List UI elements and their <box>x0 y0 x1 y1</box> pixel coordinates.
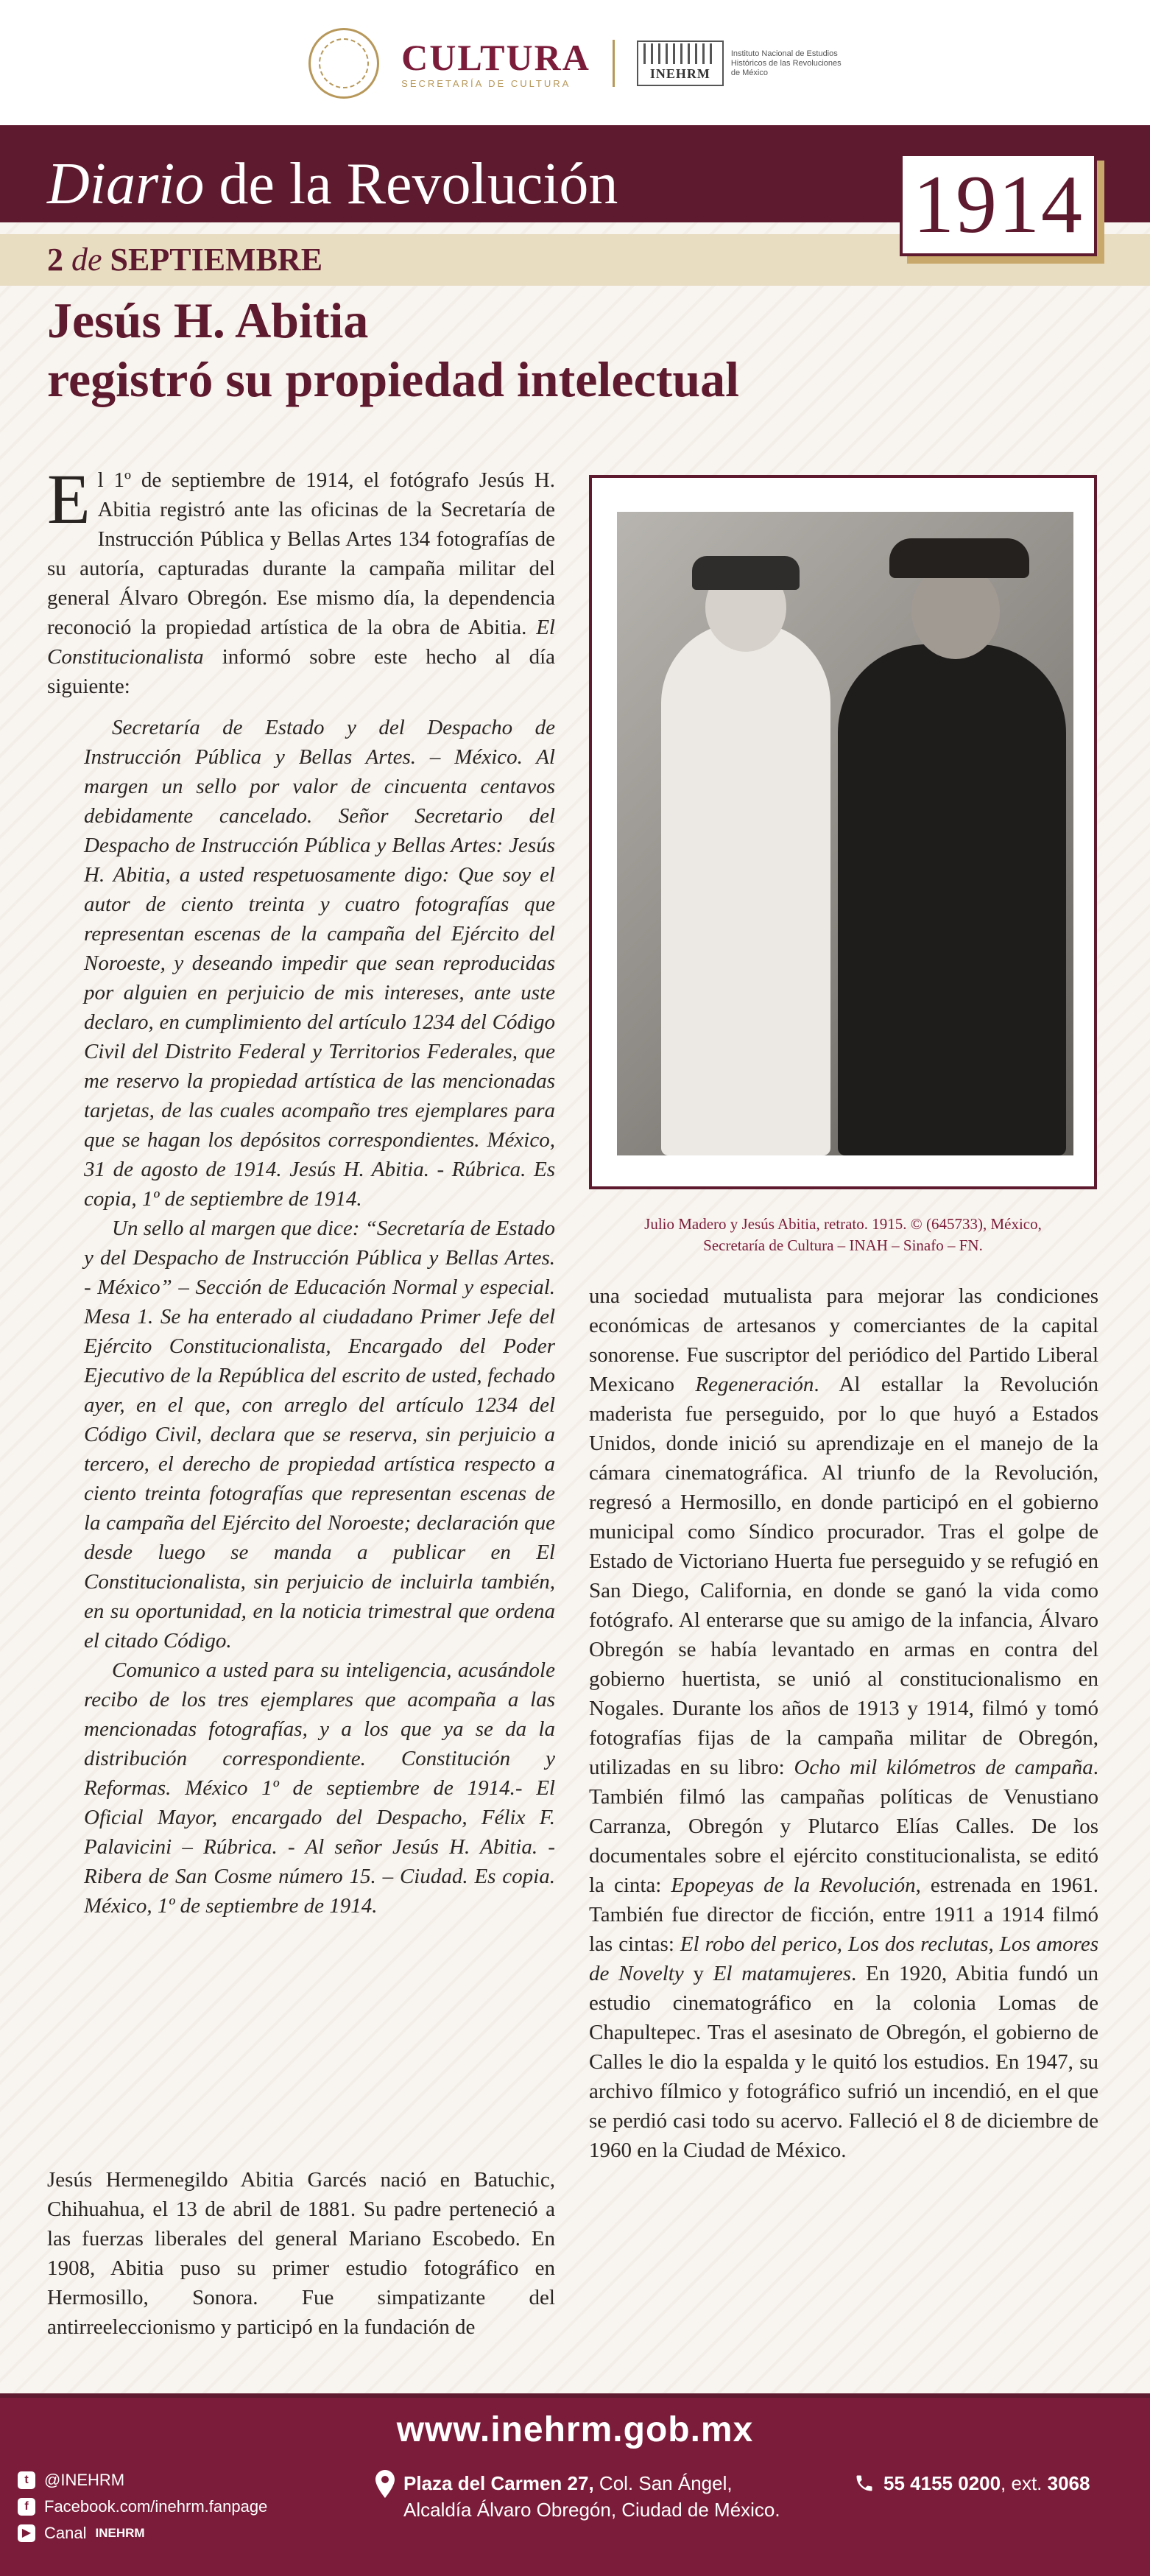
bio-text-5: . En 1920, Abitia fundó un estudio cinematográfico en la colonia Lomas de Chapultepec. Tras el asesinato de Obregón, el gobierno de Calles le dio la espalda y le quitó los estudios. En 1947, su archivo fílmico y fotográfico sufrió un incendió, en el que se perdió casi todo su acervo. Falleció el 8 de diciembre de 1960 en la Ciudad de México. <box>589 1962 1099 2162</box>
seal-icon <box>308 28 379 99</box>
logo-divider <box>613 40 615 87</box>
military-cap <box>692 556 800 590</box>
bio-text-4: , estrenada en 1961. También fue director de ficción, entre 1911 a 1914 filmó las cintas: <box>589 1873 1099 1956</box>
inehrm-description: Instituto Nacional de Estudios Históricos de las Revoluciones de México <box>730 49 842 77</box>
film-list: El robo del perico, Los dos reclutas, Los amores de Novelty <box>589 1932 1098 1985</box>
bio-text-3: . También filmó las campañas políticas de Venustiano Carranza, Obregón y Plutarco Elías Calles. De los documentales sobre el ejército constitucionalista, se editó la cinta: <box>589 1756 1098 1897</box>
phone-icon <box>854 2473 875 2494</box>
bio-text-1: una sociedad mutualista para mejorar las condiciones económicas de artesanos y comerciantes de la capital sonorense. Fue suscriptor del periódico del Partido Liberal Mexicano <box>589 1284 1098 1396</box>
headline-line-1: Jesús H. Abitia <box>47 292 369 348</box>
series-title-italic: Diario <box>47 152 205 217</box>
series-title <box>47 151 618 217</box>
youtube-link[interactable] <box>18 2520 267 2547</box>
facebook-url: Facebook.com/inehrm.fanpage <box>44 2497 268 2516</box>
series-title-rest: de la Revolución <box>204 152 618 217</box>
phone-number: 55 4155 0200 <box>883 2472 1001 2494</box>
cultura-wordmark: CULTURA <box>401 36 590 78</box>
figure-jesus-abitia <box>838 644 1066 1155</box>
article-headline <box>47 291 1004 409</box>
page-header <box>0 0 1150 128</box>
drop-cap: E <box>47 460 91 538</box>
date-day: 2 <box>47 242 63 278</box>
date-de: de <box>63 242 110 278</box>
location-pin-icon <box>375 2470 395 2498</box>
year-badge <box>900 153 1097 256</box>
headline-line-2: registró su propiedad intelectual <box>47 351 740 407</box>
page-footer <box>0 2393 1150 2576</box>
bio-right-column <box>589 1281 1098 2165</box>
caption-line-1: Julio Madero y Jesús Abitia, retrato. 1915. © (645733), México, <box>644 1215 1042 1233</box>
social-links <box>18 2467 267 2547</box>
bio-paragraph-left: Jesús Hermenegildo Abitia Garcés nació en Batuchic, Chihuahua, el 13 de abril de 1881. Su padre perteneció a las fuerzas liberales del general Mariano Escobedo. En 1908, Abitia puso su primer estudio fotográfico en Hermosillo, Sonora. Fue simpatizante del antirreeleccionismo y participó en la fundación de <box>47 2168 555 2339</box>
intro-text-end: informó sobre este hecho al día siguiente: <box>47 645 555 698</box>
inehrm-building-icon <box>637 41 724 86</box>
facebook-link[interactable] <box>18 2494 267 2520</box>
book-title: Ocho mil kilómetros de campaña <box>794 1756 1093 1779</box>
address-colonia: Col. San Ángel, <box>593 2472 733 2494</box>
photo-caption <box>589 1214 1097 1256</box>
cultura-subtitle: SECRETARÍA DE CULTURA <box>401 77 571 89</box>
cultura-logo[interactable] <box>401 38 590 89</box>
twitter-icon: t <box>18 2471 35 2489</box>
bio-paragraph-right <box>589 1281 1098 2165</box>
twitter-handle: @INEHRM <box>44 2471 125 2489</box>
twitter-link[interactable] <box>18 2467 267 2494</box>
caption-line-2: Secretaría de Cultura – INAH – Sinafo – FN. <box>703 1236 983 1254</box>
inehrm-logo[interactable] <box>637 41 842 86</box>
film-epopeyas: Epopeyas de la Revolución <box>671 1873 916 1897</box>
quote-paragraph-2: Un sello al margen que dice: “Secretaría de Estado y del Despacho de Instrucción Pública y Bellas Artes. - México” – Sección de Educación Normal y especial. Mesa 1. Se ha enterado al ciudadano Primer Jefe del Ejército Constitucionalista, Encargado del Poder Ejecutivo de la República del escrito de usted, fechado ayer, en el que, con arreglo del artículo 1234 del Código Civil, declara que se reserva, sin perjuicio a tercero, el derecho de propiedad artística respecto a ciento treinta fotografías que representan escenas de la campaña del Ejército del Noroeste; declaración que desde luego se manda a publicar en El Constitucionalista, sin perjuicio de incluirla también, en su oportunidad, en la noticia trimestral que ordena el citado Código. <box>84 1217 555 1653</box>
date-month: SEPTIEMBRE <box>110 242 323 278</box>
youtube-channel: INEHRM <box>95 2526 145 2540</box>
facebook-icon: f <box>18 2498 35 2516</box>
footer-top-rule <box>0 2393 1150 2398</box>
address-city: Alcaldía Álvaro Obregón, Ciudad de México. <box>403 2499 780 2521</box>
left-column <box>47 460 555 1921</box>
address-street: Plaza del Carmen 27, <box>403 2472 594 2494</box>
quoted-document <box>47 713 555 1921</box>
youtube-icon: ▶ <box>18 2524 35 2542</box>
youtube-label: Canal <box>44 2524 87 2542</box>
year-text: 1914 <box>913 159 1084 250</box>
logos <box>0 27 1150 100</box>
figure-julio-madero <box>661 622 830 1155</box>
intro-paragraph <box>47 460 555 701</box>
regeneracion-title: Regeneración <box>695 1373 814 1396</box>
phone[interactable] <box>854 2470 1090 2496</box>
bio-text-2: . Al estallar la Revolución maderista fue perseguido, por lo que huyó a Estados Unidos, donde inició su aprendizaje en el manejo de la cámara cinematográfica. Al triunfo de la Revolución, regresó a Hermosillo, en donde participó en el gobierno municipal como Síndico procurador. Tras el golpe de Estado de Victoriano Huerta fue perseguido y se refugió en San Diego, California, en donde se ganó la vida como fotógrafo. Al enterarse que su amigo de la infancia, Álvaro Obregón se había levantado en armas en contra del gobierno huertista, se unió al constitucionalismo en Nogales. Durante los años de 1913 y 1914, filmó y tomó fotografías fijas de la campaña militar de Obregón, utilizadas en su libro: <box>589 1373 1098 1779</box>
address <box>375 2470 780 2523</box>
bio-left-column <box>47 2165 555 2342</box>
newspaper-name: El Constitucionalista <box>47 616 555 669</box>
address-text <box>403 2470 780 2523</box>
intro-text: l 1º de septiembre de 1914, el fotógrafo Jesús H. Abitia registró ante las oficinas de la Secretaría de Instrucción Pública y Bellas Artes 134 fotografías de su autoría, capturadas durante la campaña militar del general Álvaro Obregón. Ese mismo día, la dependencia reconoció la propiedad artística de la obra de Abitia. <box>47 468 555 639</box>
inehrm-wordmark: INEHRM <box>649 66 710 81</box>
phone-ext-number: 3068 <box>1047 2472 1090 2494</box>
film-matamujeres: El matamujeres <box>713 1962 851 1985</box>
phone-ext-label: , ext. <box>1001 2472 1048 2494</box>
entry-date <box>47 238 322 282</box>
quote-paragraph-1: Secretaría de Estado y del Despacho de Instrucción Pública y Bellas Artes. – México. Al margen un sello por valor de cincuenta centavos debidamente cancelado. Señor Secretario del Despacho de Instrucción Pública y Bellas Artes: Jesús H. Abitia, a usted respetuosamente digo: Que soy el autor de ciento treinta y cuatro fotografías que representan escenas de la campaña del Ejército del Noroeste, y deseando impedir que sean reproducidas por alguien en perjuicio de mis intereses, ante uste declaro, en cumplimiento del artículo 1234 del Código Civil del Distrito Federal y Territorios Federales, que me reservo la propiedad artística de las mencionadas tarjetas, de las cuales acompaño tres ejemplares para que se hagan los depósitos correspondientes. México, 31 de agosto de 1914. Jesús H. Abitia. - Rúbrica. Es copia, 1º de septiembre de 1914. <box>84 716 555 1211</box>
hat <box>889 538 1029 578</box>
photo-frame <box>589 475 1097 1189</box>
quote-paragraph-3: Comunico a usted para su inteligencia, acusándole recibo de los tres ejemplares que acompaña a las mencionadas fotografías, y a los que ya se da la distribución correspondiente. Constitución y Reformas. México 1º de septiembre de 1914.- El Oficial Mayor, encargado del Despacho, Félix F. Palavicini – Rúbrica. - Al señor Jesús H. Abitia. - Ribera de San Cosme número 15. – Ciudad. Es copia. México, 1º de septiembre de 1914. <box>84 1658 555 1918</box>
portrait-photo[interactable] <box>617 512 1073 1155</box>
bio-text-y: y <box>683 1962 713 1985</box>
website-link[interactable]: www.inehrm.gob.mx <box>396 2410 754 2449</box>
